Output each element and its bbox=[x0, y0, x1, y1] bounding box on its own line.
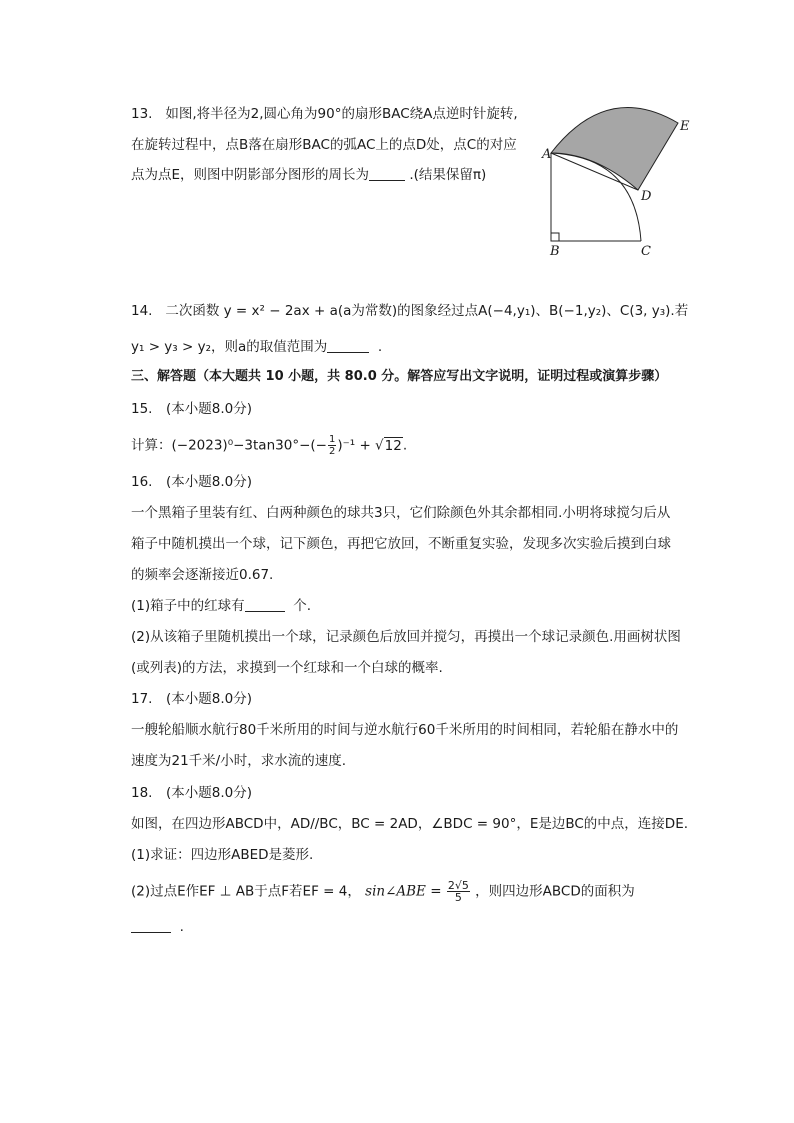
label-b: B bbox=[550, 244, 560, 259]
q18-text-1: 如图，在四边形ABCD中，AD//BC，BC = 2AD，∠BDC = 90°，E是边BC的中点，连接DE. bbox=[131, 816, 689, 832]
q18-sin-label: sin∠ABE = bbox=[365, 883, 442, 900]
q17-text-1: 一艘轮船顺水航行80千米所用的时间与逆水航行60千米所用的时间相同，若轮船在静水中的 bbox=[131, 722, 679, 738]
q14-text-2a: y₁ > y₃ > y₂，则a的取值范围为 bbox=[131, 339, 328, 355]
q13-figure bbox=[535, 95, 705, 265]
q18-end: . bbox=[179, 919, 184, 935]
q18-line-end bbox=[131, 917, 184, 937]
q14-line-1 bbox=[131, 301, 688, 321]
q16-answer-blank[interactable] bbox=[245, 597, 285, 612]
q14-number: 14. bbox=[131, 303, 153, 319]
q15-frac-den: 2 bbox=[328, 446, 336, 457]
q13-text-3b: .(结果保留π) bbox=[409, 167, 487, 183]
q15-expr-prefix: 计算：(−2023)⁰−3tan30°−(− bbox=[131, 437, 327, 454]
q13-text-2: 在旋转过程中，点B落在扇形BAC的弧AC上的点D处，点C的对应 bbox=[131, 137, 517, 153]
q14-text-2b: . bbox=[377, 339, 383, 355]
q18-part-2b: ，则四边形ABCD的面积为 bbox=[475, 883, 635, 900]
q16-part-2-line-1: (2)从该箱子里随机摸出一个球，记录颜色后放回并搅匀，再摸出一个球记录颜色.用画树状图 bbox=[131, 629, 681, 645]
q14-text-1: 二次函数 y = x² − 2ax + a(a为常数)的图象经过点A(−4,y₁)、B(−1,y₂)、C(3, y₃).若 bbox=[165, 303, 689, 319]
q15-expr-mid: )⁻¹ + √ bbox=[337, 437, 384, 454]
label-d: D bbox=[641, 189, 652, 204]
q16-text-2: 箱子中随机摸出一个球，记下颜色，再把它放回，不断重复实验，发现多次实验后摸到白球 bbox=[131, 536, 671, 552]
q15-radicand: 12 bbox=[384, 437, 402, 454]
q17-text-2: 速度为21千米/小时，求水流的速度. bbox=[131, 753, 347, 769]
q16-text-3: 的频率会逐渐接近0.67. bbox=[131, 567, 274, 583]
q17-header: 17. (本小题8.0分) bbox=[131, 691, 252, 707]
q13-line-1 bbox=[131, 104, 518, 124]
shaded-region bbox=[551, 108, 678, 190]
q18-part-1: (1)求证：四边形ABED是菱形. bbox=[131, 847, 314, 863]
q13-line-3 bbox=[131, 165, 486, 185]
q14-line-2 bbox=[131, 337, 382, 357]
q16-part-1 bbox=[131, 596, 311, 616]
q16-part-2-line-2: (或列表)的方法，求摸到一个红球和一个白球的概率. bbox=[131, 660, 443, 676]
q18-frac-den: 5 bbox=[454, 891, 462, 904]
q18-fraction bbox=[447, 880, 470, 903]
right-angle-mark bbox=[551, 233, 559, 241]
q16-header: 16. (本小题8.0分) bbox=[131, 474, 252, 490]
q18-frac-num: 2√5 bbox=[447, 879, 469, 892]
label-a: A bbox=[542, 147, 552, 162]
q15-fraction bbox=[328, 434, 336, 457]
q18-header: 18. (本小题8.0分) bbox=[131, 785, 252, 801]
q13-answer-blank[interactable] bbox=[369, 166, 405, 181]
q18-part-2 bbox=[131, 880, 635, 903]
q15-header: 15. (本小题8.0分) bbox=[131, 401, 252, 417]
q18-answer-blank[interactable] bbox=[131, 918, 171, 933]
q15-frac-num: 1 bbox=[328, 434, 336, 445]
label-c: C bbox=[641, 244, 651, 259]
q16-part-1a: (1)箱子中的红球有 bbox=[131, 598, 245, 614]
q13-number: 13. bbox=[131, 106, 153, 122]
q15-expr-end: . bbox=[402, 437, 408, 454]
q13-text-1: 如图,将半径为2,圆心角为90°的扇形BAC绕A点逆时针旋转, bbox=[165, 106, 518, 122]
q16-part-1b: 个. bbox=[293, 598, 312, 614]
q14-answer-blank[interactable] bbox=[327, 338, 369, 353]
label-e: E bbox=[680, 119, 690, 134]
q18-part-2a: (2)过点E作EF ⊥ AB于点F若EF = 4， bbox=[131, 883, 361, 900]
q16-text-1: 一个黑箱子里装有红、白两种颜色的球共3只，它们除颜色外其余都相同.小明将球搅匀后从 bbox=[131, 505, 671, 521]
q13-text-3a: 点为点E，则图中阴影部分图形的周长为 bbox=[131, 167, 370, 183]
section-three-title: 三、解答题（本大题共 10 小题，共 80.0 分。解答应写出文字说明，证明过程或演算步骤） bbox=[131, 369, 668, 384]
q15-expression bbox=[131, 434, 407, 457]
